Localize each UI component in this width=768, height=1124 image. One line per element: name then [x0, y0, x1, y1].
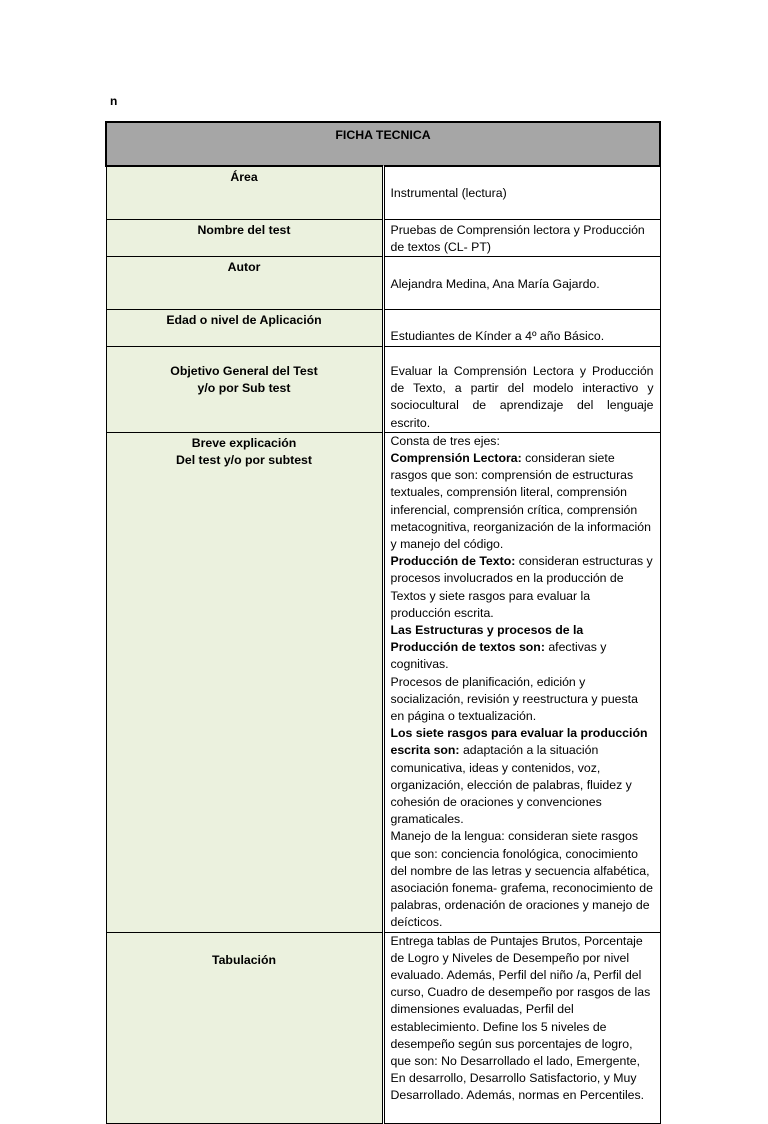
row-breve	[106, 432, 660, 932]
value-tabulacion: Entrega tablas de Puntajes Brutos, Porcentaje de Logro y Niveles de Desempeño por nivel evaluado. Además, Perfil del niño /a, Perfil del curso, Cuadro de desempeño por rasgos de las dimensiones evaluadas, Perfil del establecimiento. Define los 5 niveles de desempeño según sus porcentajes de logro, que son: No Desarrollado el lado, Emergente, En desarrollo, Desarrollo Satisfactorio, y Muy Desarrollado. Además, normas en Percentiles.	[383, 932, 660, 1123]
breve-intro: Consta de tres ejes:	[390, 433, 500, 448]
label-area: Área	[106, 166, 383, 219]
ficha-tecnica-table	[105, 121, 661, 1124]
row-objetivo	[106, 346, 660, 432]
stray-mark: n	[110, 94, 118, 108]
label-objetivo	[106, 346, 383, 432]
label-breve	[106, 432, 383, 932]
breve-estructuras-title: Las Estructuras y procesos de la Producción de textos son:	[390, 622, 584, 655]
label-breve-line2: Del test y/o por subtest	[176, 452, 312, 467]
row-nombre	[106, 219, 660, 256]
value-edad: Estudiantes de Kínder a 4º año Básico.	[383, 309, 660, 346]
row-tabulacion	[106, 932, 660, 1123]
value-area: Instrumental (lectura)	[383, 166, 660, 219]
breve-produccion-text: consideran estructuras y procesos involucrados en la producción de Textos y siete rasgos para evaluar la producción escrita.	[390, 554, 653, 620]
breve-comprension-title: Comprensión Lectora:	[390, 450, 522, 465]
label-nombre: Nombre del test	[106, 219, 383, 256]
breve-produccion-title: Producción de Texto:	[390, 554, 516, 569]
table-title: FICHA TECNICA	[106, 122, 660, 166]
label-objetivo-line2: y/o por Sub test	[197, 381, 291, 396]
breve-procesos: Procesos de planificación, edición y socialización, revisión y reestructura y puesta en página o textualización.	[390, 674, 638, 723]
breve-siete	[391, 725, 654, 828]
value-nombre: Pruebas de Comprensión lectora y Producción de textos (CL- PT)	[383, 219, 660, 256]
row-area	[106, 166, 660, 219]
value-objetivo: Evaluar la Comprensión Lectora y Producción de Texto, a partir del modelo interactivo y sociocultural de aprendizaje del lenguaje escrito.	[383, 346, 660, 432]
value-autor: Alejandra Medina, Ana María Gajardo.	[383, 256, 660, 309]
breve-comprension-text: consideran siete rasgos que son: comprensión de estructuras textuales, comprensión literal, comprensión inferencial, comprensión crítica, comprensión metacognitiva, reorganización de la información y manejo del código.	[390, 450, 651, 551]
label-objetivo-line1: Objetivo General del Test	[170, 363, 318, 378]
label-edad: Edad o nivel de Aplicación	[106, 309, 383, 346]
breve-produccion	[391, 553, 654, 622]
breve-siete-title: Los siete rasgos para evaluar la producción escrita son:	[390, 726, 648, 758]
row-edad	[106, 309, 660, 346]
label-tabulacion: Tabulación	[106, 932, 383, 1123]
breve-estructuras	[391, 622, 654, 674]
label-breve-line1: Breve explicación	[191, 435, 297, 450]
label-autor: Autor	[106, 256, 383, 309]
breve-comprension	[391, 450, 654, 553]
table-header-row	[106, 122, 660, 166]
breve-estructuras-text: afectivas y cognitivas.	[390, 640, 607, 672]
value-breve	[383, 432, 660, 932]
breve-manejo: Manejo de la lengua: consideran siete rasgos que son: conciencia fonológica, conocimiento del nombre de las letras y secuencia alfabética, asociación fonema- grafema, reconocimiento de palabras, ordenación de oraciones y manejo de deícticos.	[390, 829, 653, 930]
breve-siete-text: adaptación a la situación comunicativa, ideas y contenidos, voz, organización, elección de palabras, fluidez y cohesión de oraciones y convenciones gramaticales.	[390, 743, 632, 827]
row-autor	[106, 256, 660, 309]
